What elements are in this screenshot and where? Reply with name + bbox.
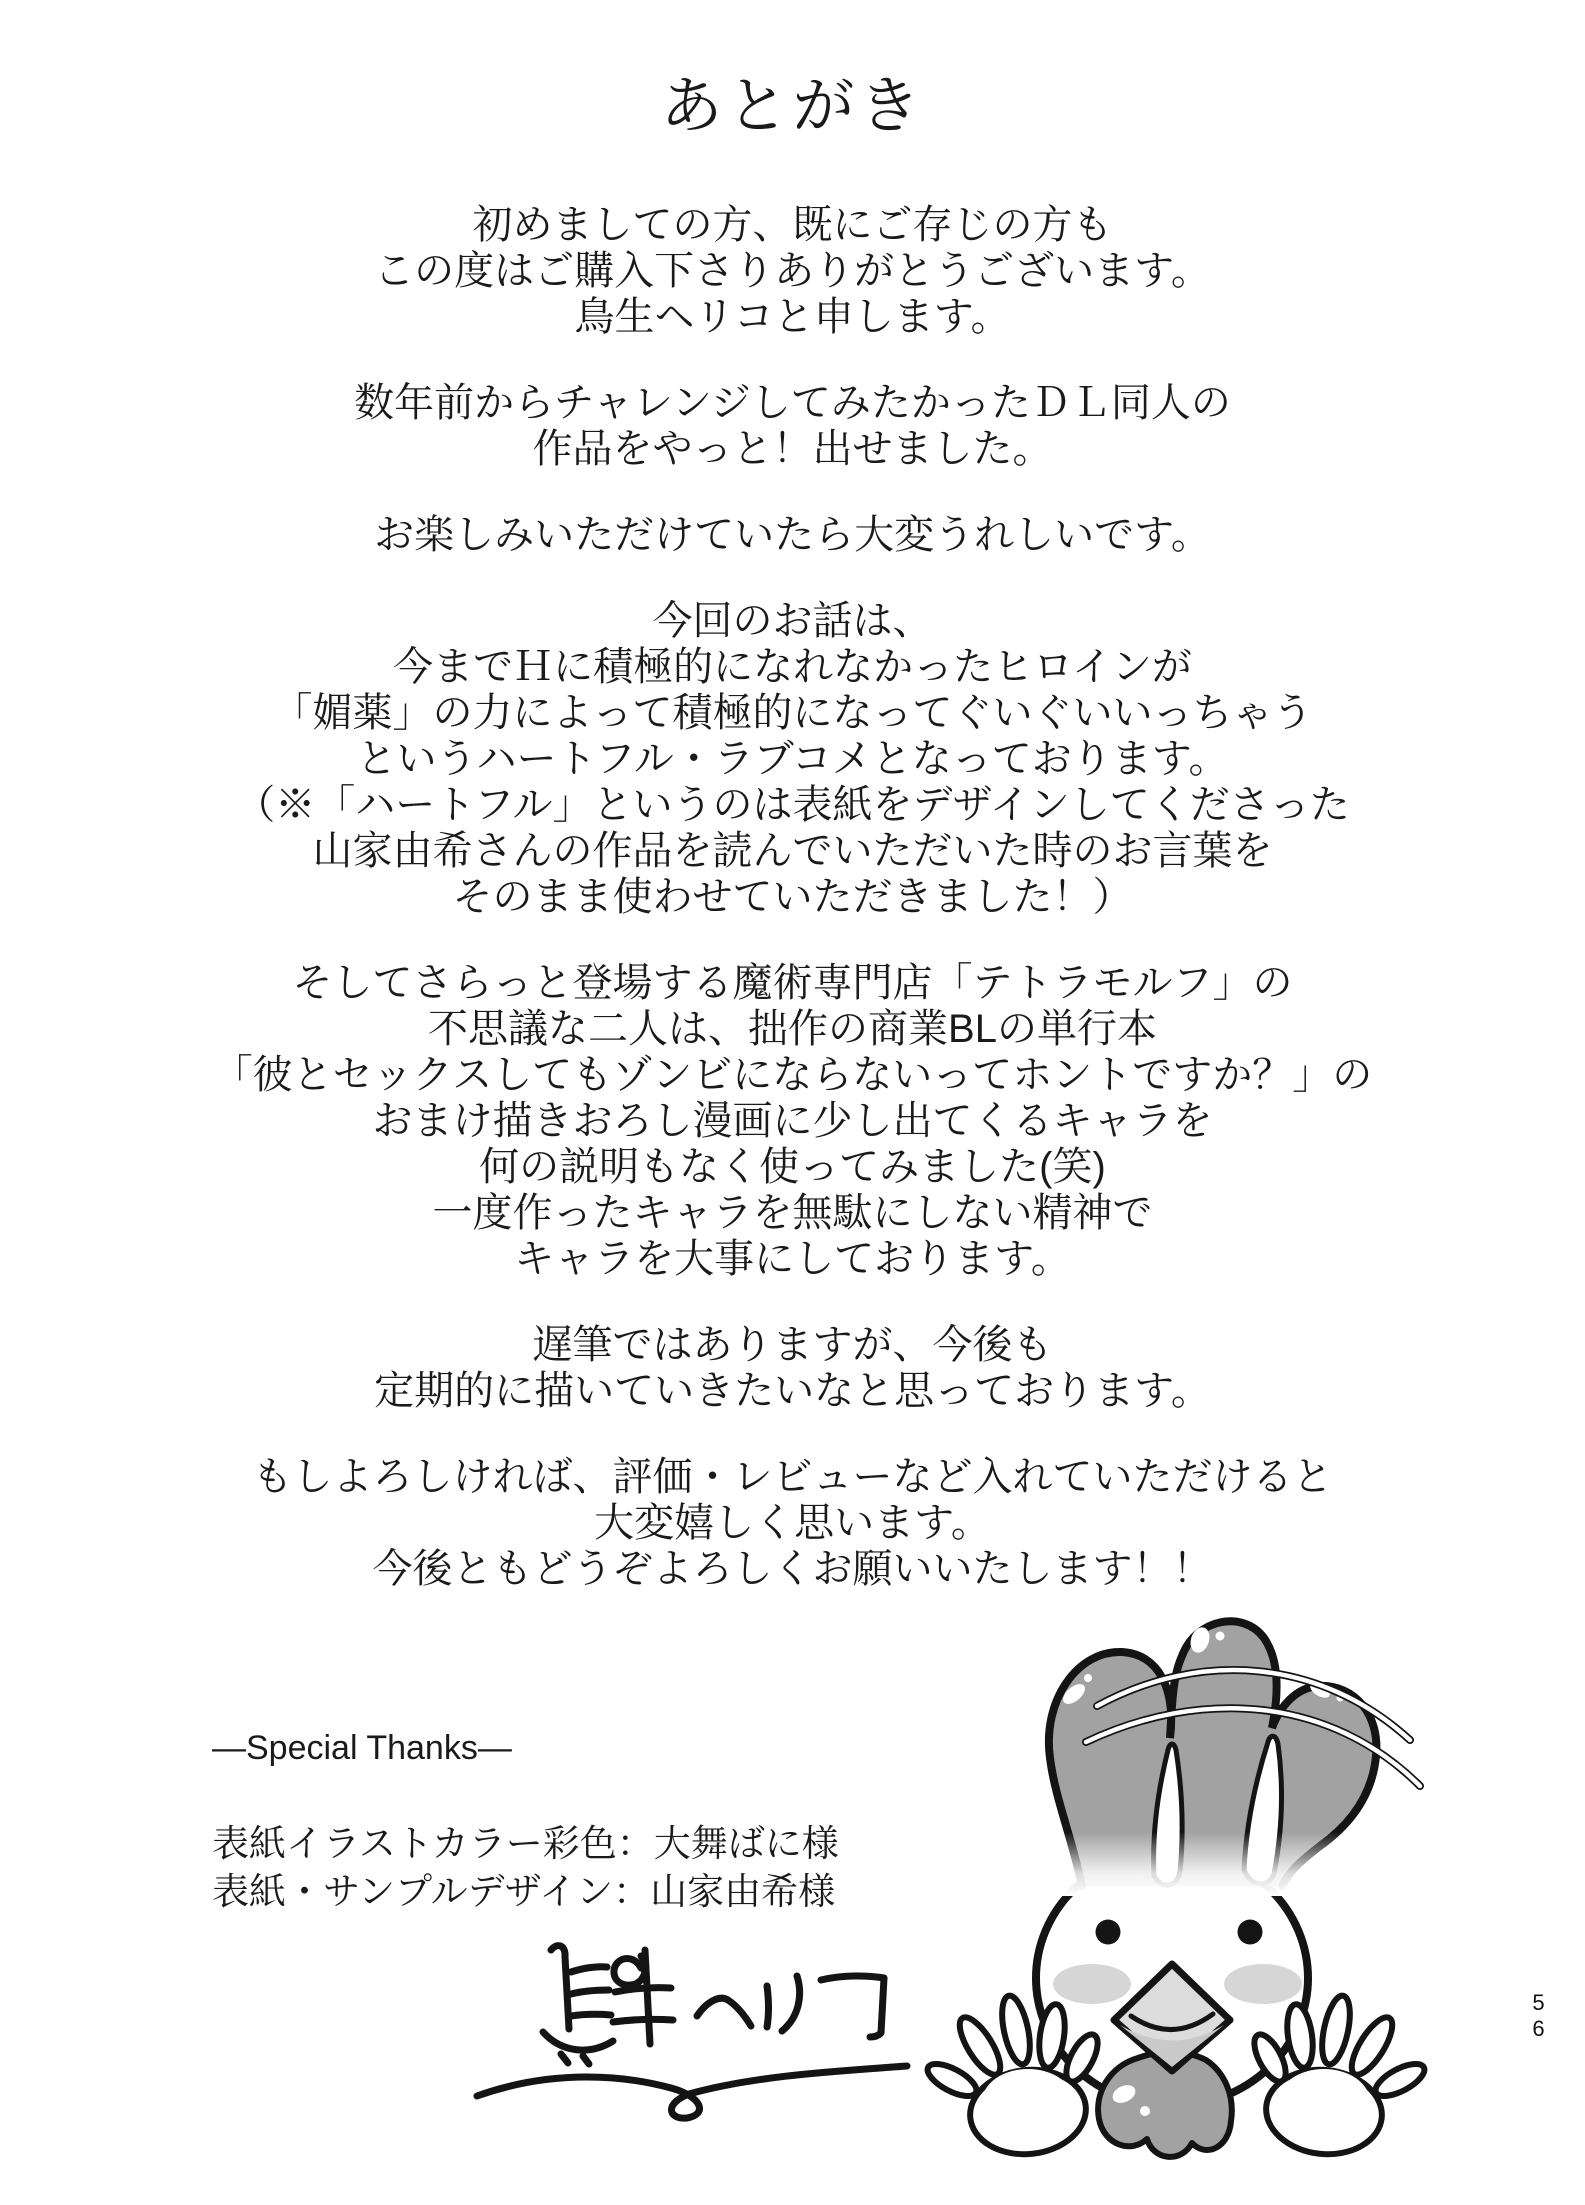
text-line: 数年前からチャレンジしてみたかったＤＬ同人の [354,381,1231,425]
text-line: 初めましての方、既にご存じの方も [472,203,1113,247]
text-line: 作品をやっと！出せました。 [532,427,1053,471]
text-line: 「彼とセックスしてもゾンビにならないってホントですか？」の [212,1053,1373,1097]
paragraph-future [0,1322,1585,1414]
text-line: 不思議な二人は、拙作の商業BLの単行本 [428,1007,1157,1051]
paragraph-dl-release [0,380,1585,472]
text-line: キャラを大事にしております。 [514,1237,1071,1281]
mascot-left-eye [1096,1920,1121,1945]
special-thanks-section [212,1726,839,1916]
text-line: そのまま使わせていただきました！） [452,875,1133,919]
paragraph-greeting [0,202,1585,340]
paragraph-request [0,1454,1585,1592]
author-signature [455,1928,935,2138]
credit-line: 表紙イラストカラー彩色：大舞ばに様 [212,1823,839,1864]
page-title: あとがき [660,72,925,141]
mascot-left-cheek [1053,1964,1131,2004]
text-line: というハートフル・ラブコメとなっております。 [356,737,1229,781]
mascot-right-eye [1238,1920,1263,1945]
paragraph-enjoy [0,512,1585,558]
mascot-crest [1048,1621,1382,1896]
text-line: 何の説明もなく使ってみました(笑) [479,1145,1106,1189]
text-line: 今後ともどうぞよろしくお願いいたします！！ [372,1547,1213,1591]
text-line: 大変嬉しく思います。 [594,1501,991,1545]
text-line: 鳥生ヘリコと申します。 [574,295,1011,339]
text-line: 遅筆ではありますが、今後も [532,1323,1053,1367]
special-thanks-header: ―Special Thanks― [212,1729,512,1767]
signature-stroke-ri [767,1976,800,2031]
paragraph-story [0,598,1585,920]
text-line: この度はご購入下さりありがとうございます。 [374,249,1211,293]
text-line: もしよろしければ、評価・レビューなど入れていただけると [252,1455,1333,1499]
signature-underline [477,2066,907,2118]
text-line: そしてさらっと登場する魔術専門店「テトラモルフ」の [292,961,1293,1005]
afterword-text [0,72,1585,1632]
paragraph-characters [0,960,1585,1282]
credit-line: 表紙・サンプルデザイン：山家由希様 [212,1871,836,1912]
text-line: 「媚薬」の力によって積極的になってぐいぐいいっちゃう [272,691,1313,735]
text-line: おまけ描きおろし漫画に少し出てくるキャラを [372,1099,1213,1143]
text-line: 今回のお話は、 [652,599,933,643]
text-line: 山家由希さんの作品を読んでいただいた時のお言葉を [312,829,1273,873]
signature-stroke-ko [821,1976,884,2037]
text-line: （※「ハートフル」というのは表紙をデザインしてくださった [235,783,1350,827]
signature-stroke-tori [543,1946,613,2064]
text-line: 一度作ったキャラを無駄にしない精神で [432,1191,1153,1235]
text-line: 今までＨに積極的になれなかったヒロインが [393,645,1192,689]
mascot-right-cheek [1224,1964,1302,2004]
bird-mascot-illustration [900,1588,1445,2193]
page-number: 56 [1526,1990,1551,2042]
signature-stroke-he [697,1998,751,2026]
text-line: 定期的に描いていきたいなと思っております。 [374,1369,1211,1413]
signature-stroke-sei [613,1950,673,2044]
credits-list [212,1820,839,1916]
text-line: お楽しみいただけていたら大変うれしいです。 [374,513,1211,557]
